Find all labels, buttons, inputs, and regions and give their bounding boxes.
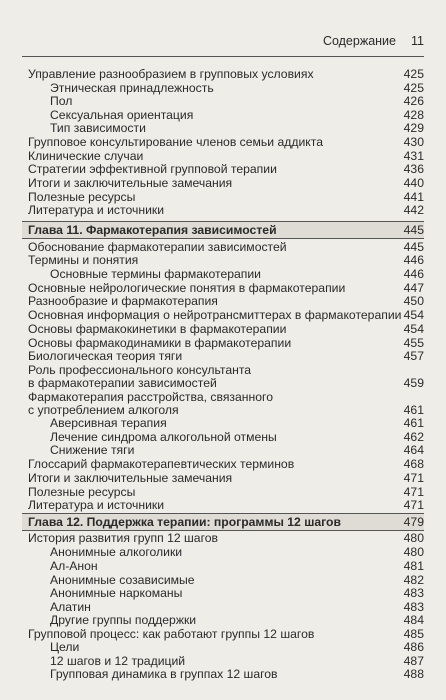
toc-entry-page: 436: [403, 162, 424, 176]
toc-entry: [0, 559, 446, 574]
toc-entry-page: 461: [403, 416, 424, 430]
toc-entry: [0, 640, 446, 655]
toc-entry-page: 479: [403, 515, 424, 529]
toc-entry-title: Лечение синдрома алкогольной отмены: [50, 430, 277, 444]
chapter-heading: [0, 223, 446, 238]
toc-entry-page: 480: [403, 545, 424, 559]
toc-entry-page: 441: [403, 190, 424, 204]
toc-entry-title: Литература и источники: [28, 498, 165, 512]
toc-entry-title: Основные нейрологические понятия в фармакотерапии: [28, 281, 346, 295]
toc-entry-page: 471: [403, 485, 424, 499]
header-title: Содержание: [322, 34, 396, 48]
toc-entry-title: Основы фармакокинетики в фармакотерапии: [28, 322, 287, 336]
toc-entry: [0, 471, 446, 486]
toc-entry-page: 462: [403, 430, 424, 444]
toc-entry-page: 480: [403, 531, 424, 545]
toc-entry: [0, 203, 446, 218]
toc-entry-page: 442: [403, 203, 424, 217]
toc-entry-page: 488: [403, 667, 424, 681]
toc-entry: [0, 667, 446, 682]
toc-entry-title: Стратегии эффективной групповой терапии: [28, 162, 277, 176]
toc-entry: [0, 376, 446, 391]
toc-entry-page: 484: [403, 613, 424, 627]
toc-entry-page: 461: [403, 403, 424, 417]
toc-entry-page: 459: [403, 376, 424, 390]
toc-entry-page: 428: [403, 108, 424, 122]
toc-entry-title: Полезные ресурсы: [28, 485, 136, 499]
header-rule: [22, 56, 424, 57]
toc-entry-title: 12 шагов и 12 традиций: [50, 654, 186, 668]
toc-entry-title: Итоги и заключительные замечания: [28, 471, 233, 485]
toc-entry-page: 464: [403, 443, 424, 457]
toc-entry-page: 485: [403, 627, 424, 641]
toc-entry: [0, 253, 446, 268]
toc-entry-title: Основная информация о нейротрансмиттерах в фармакотерапии: [28, 308, 402, 322]
toc-entry-title: Основы фармакодинамики в фармакотерапии: [28, 336, 292, 350]
header-page-number: 11: [411, 34, 424, 48]
toc-entry-title: Разнообразие и фармакотерапия: [28, 294, 218, 308]
toc-entry-title: Анонимные алкоголики: [50, 545, 183, 559]
toc-entry-page: 468: [403, 457, 424, 471]
toc-entry-page: 440: [403, 176, 424, 190]
toc-entry: [0, 267, 446, 282]
toc-entry-page: 487: [403, 654, 424, 668]
toc-entry-page: 483: [403, 586, 424, 600]
toc-entry-title: Ал-Анон: [50, 559, 98, 573]
toc-entry: [0, 294, 446, 309]
toc-entry-title: Фармакотерапия расстройства, связанного: [28, 390, 273, 404]
toc-entry-page: 425: [403, 81, 424, 95]
toc-entry-page: 425: [403, 67, 424, 81]
toc-entry: [0, 67, 446, 82]
toc-entry: [0, 349, 446, 364]
toc-entry-page: 426: [403, 94, 424, 108]
toc-entry: [0, 586, 446, 601]
toc-entry-page: 471: [403, 498, 424, 512]
toc-entry-title: Тип зависимости: [50, 121, 146, 135]
toc-entry-title: Пол: [50, 94, 73, 108]
toc-entry-page: 482: [403, 573, 424, 587]
toc-entry-title: Групповое консультирование членов семьи аддикта: [28, 135, 323, 149]
toc-entry-title: Обоснование фармакотерапии зависимостей: [28, 240, 287, 254]
chapter-rule: [22, 238, 424, 239]
toc-entry: [0, 94, 446, 109]
toc-entry: [0, 121, 446, 136]
toc-entry-title: Анонимные созависимые: [50, 573, 195, 587]
toc-entry-title: Глоссарий фармакотерапевтических терминов: [28, 457, 295, 471]
toc-entry-title: Этническая принадлежность: [50, 81, 214, 95]
toc-entry-title: Глава 12. Поддержка терапии: программы 12 шагов: [28, 515, 341, 529]
toc-entry-title: Литература и источники: [28, 203, 165, 217]
toc-entry-title: Другие группы поддержки: [50, 613, 197, 627]
toc-entry-page: 483: [403, 600, 424, 614]
toc-entry-title: Анонимные наркоманы: [50, 586, 183, 600]
toc-entry-title: с употреблением алкоголя: [28, 403, 179, 417]
toc-entry: [0, 416, 446, 431]
toc-entry-page: 430: [403, 135, 424, 149]
toc-entry-title: История развития групп 12 шагов: [28, 531, 219, 545]
chapter-heading: [0, 515, 446, 530]
toc-entry-title: Управление разнообразием в групповых условиях: [28, 67, 314, 81]
toc-entry-title: в фармакотерапии зависимостей: [28, 376, 217, 390]
toc-entry-page: 454: [403, 308, 424, 322]
toc-entry-title: Алатин: [50, 600, 91, 614]
toc-entry-title: Основные термины фармакотерапии: [50, 267, 261, 281]
toc-entry-page: 481: [403, 559, 424, 573]
toc-entry: [0, 531, 446, 546]
toc-entry-title: Полезные ресурсы: [28, 190, 136, 204]
toc-entry-title: Термины и понятия: [28, 253, 139, 267]
toc-entry-page: 471: [403, 471, 424, 485]
toc-entry: [0, 457, 446, 472]
toc-entry-title: Итоги и заключительные замечания: [28, 176, 233, 190]
toc-entry: [0, 135, 446, 150]
toc-entry-page: 455: [403, 336, 424, 350]
toc-entry-title: Биологическая теория тяги: [28, 349, 183, 363]
toc-entry-page: 454: [403, 322, 424, 336]
toc-entry-page: 446: [403, 253, 424, 267]
toc-entry-title: Роль профессионального консультанта: [28, 363, 252, 377]
toc-entry: [0, 613, 446, 628]
toc-entry-title: Групповая динамика в группах 12 шагов: [50, 667, 278, 681]
toc-entry-page: 429: [403, 121, 424, 135]
toc-entry-title: Глава 11. Фармакотерапия зависимостей: [28, 223, 277, 237]
toc-entry: [0, 498, 446, 513]
toc-entry: [0, 162, 446, 177]
toc-entry-title: Аверсивная терапия: [50, 416, 167, 430]
toc-entry-page: 450: [403, 294, 424, 308]
toc-entry-title: Клинические случаи: [28, 149, 144, 163]
toc-entry-page: 445: [403, 240, 424, 254]
toc-entry-page: 431: [403, 149, 424, 163]
toc-entry-title: Цели: [50, 640, 80, 654]
toc-entry: [0, 176, 446, 191]
toc-entry: [0, 322, 446, 337]
toc-entry-page: 457: [403, 349, 424, 363]
toc-entry: [0, 443, 446, 458]
toc-entry: [0, 308, 446, 323]
toc-entry-page: 486: [403, 640, 424, 654]
toc-entry-title: Групповой процесс: как работают группы 12 шагов: [28, 627, 315, 641]
toc-entry-page: 445: [403, 223, 424, 237]
toc-entry: [0, 545, 446, 560]
toc-entry-page: 447: [403, 281, 424, 295]
toc-entry-page: 446: [403, 267, 424, 281]
toc-entry-title: Сексуальная ориентация: [50, 108, 194, 122]
toc-entry-title: Снижение тяги: [50, 443, 135, 457]
